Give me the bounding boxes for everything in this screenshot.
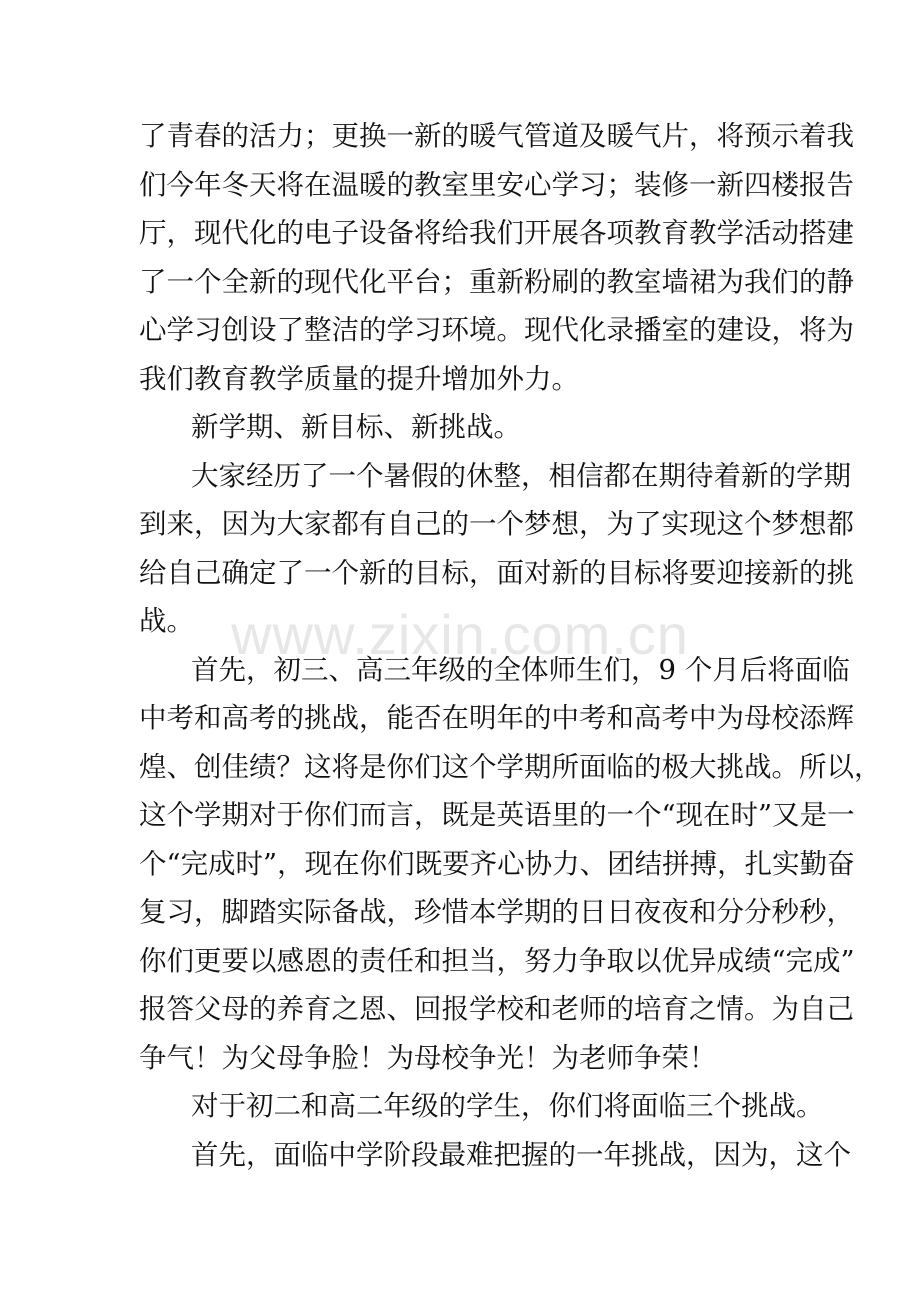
text-line: 首先，面临中学阶段最难把握的一年挑战，因为，这个 bbox=[191, 1138, 851, 1171]
text-line: 大家经历了一个暑假的休整，相信都在期待着新的学期 bbox=[191, 459, 851, 492]
text-line: 新学期、新目标、新挑战。 bbox=[191, 411, 521, 443]
text-line: 我们教育教学质量的提升增加外力。 bbox=[139, 362, 579, 395]
text-line: 到来，因为大家都有自己的一个梦想，为了实现这个梦想都 bbox=[139, 508, 854, 540]
text-line: 了青春的活力；更换一新的暖气管道及暖气片，将预示着我 bbox=[139, 120, 854, 152]
watermark: www.zixin.com.cn bbox=[231, 603, 689, 666]
document-body-text bbox=[139, 112, 882, 1179]
text-line: 报答父母的养育之恩、回报学校和老师的培育之情。为自己 bbox=[139, 993, 854, 1025]
text-line: 争气！为父母争脸！为母校争光！为老师争荣！ bbox=[139, 1041, 717, 1074]
text-line: 个“完成时”，现在你们既要齐心协力、团结拼搏，扎实勤奋 bbox=[139, 847, 855, 880]
text-line: 们今年冬天将在温暖的教室里安心学习；装修一新四楼报告 bbox=[139, 168, 854, 201]
text-line: 复习，脚踏实际备战，珍惜本学期的日日夜夜和分分秒秒， bbox=[139, 896, 854, 928]
text-line: 了一个全新的现代化平台；重新粉刷的教室墙裙为我们的静 bbox=[139, 265, 854, 298]
text-line: 首先，初三、高三年级的全体师生们，9 个月后将面临 bbox=[191, 653, 850, 686]
text-line: 给自己确定了一个新的目标，面对新的目标将要迎接新的挑 bbox=[139, 556, 854, 589]
text-line: 心学习创设了整洁的学习环境。现代化录播室的建设，将为 bbox=[139, 314, 854, 346]
text-line: 对于初二和高二年级的学生，你们将面临三个挑战。 bbox=[191, 1090, 824, 1122]
text-line: 你们更要以感恩的责任和担当，努力争取以优异成绩“完成” bbox=[139, 944, 855, 977]
text-line: 厅，现代化的电子设备将给我们开展各项教育教学活动搭建 bbox=[139, 217, 854, 249]
text-line: 战。 bbox=[139, 605, 194, 637]
text-line: 煌、创佳绩？这将是你们这个学期所面临的极大挑战。所以， bbox=[139, 750, 882, 783]
text-line: 中考和高考的挑战，能否在明年的中考和高考中为母校添辉 bbox=[139, 702, 854, 734]
text-line: 这个学期对于你们而言，既是英语里的一个“现在时”又是一 bbox=[139, 799, 855, 831]
